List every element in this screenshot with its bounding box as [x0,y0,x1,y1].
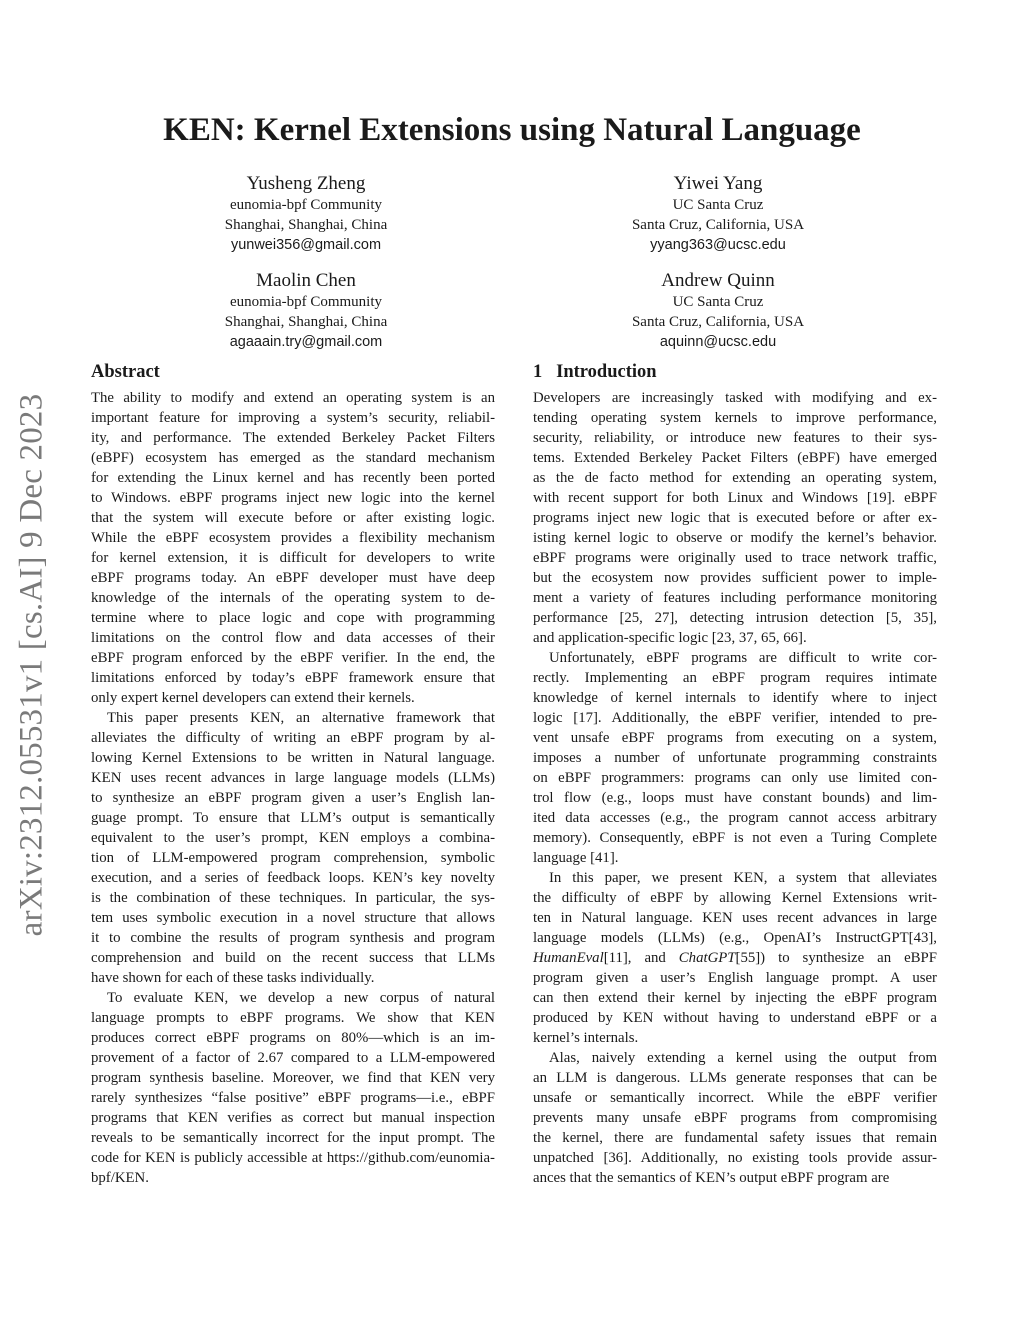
paragraph-line: language prompts to eBPF programs. We show that KEN [91,1010,495,1026]
paragraph-line: To evaluate KEN, we develop a new corpus of natural [107,990,495,1006]
paragraph-line: logic [17]. Additionally, the eBPF verifier, intended to pre- [533,710,937,726]
paragraph-line: While the eBPF ecosystem provides a flexibility mechanism [91,530,495,546]
paragraph-line: prevents many unsafe eBPF programs from compromising [533,1110,937,1126]
paragraph-line: limitations enforced by today’s eBPF framework ensure that [91,670,495,686]
author-email: agaaain.try@gmail.com [229,334,383,350]
paragraph-line: but the ecosystem now provides sufficient power to imple- [533,570,937,586]
paragraph-line: Unfortunately, eBPF programs are difficult to write cor- [549,650,937,666]
paragraph-line: knowledge of kernel internals to identify where to inject [533,690,937,706]
paragraph-line: ity, and performance. The extended Berkeley Packet Filters [91,430,495,446]
chatgpt-name: ChatGPT [678,950,736,966]
paragraph-line: termine where to place logic and cope with programming [91,610,495,626]
paragraph-line: have shown for each of these tasks individually. [91,970,375,986]
paragraph-line: for kernel extension, it is difficult for developers to write [91,550,495,566]
introduction-body [533,388,937,1188]
paragraph-line: trol flow (e.g., loops must have constant bounds) and lim- [533,790,937,806]
paragraph-line: Developers are increasingly tasked with modifying and ex- [533,390,937,406]
author-name: Yusheng Zheng [246,173,366,194]
author-email: yyang363@ucsc.edu [650,237,786,253]
paragraph-line: and application-specific logic [23, 37, 65, 66]. [533,630,807,646]
paragraph-line: programs inject new logic that is executed before or after ex- [533,510,937,526]
paragraph-line: code for KEN is publicly accessible at https://github.com/eunomia- [91,1150,495,1166]
paragraph-line: Alas, naively extending a kernel using the output from [549,1050,937,1066]
author-block [558,269,878,352]
paragraph-line: it to combine the results of program synthesis and program [91,930,495,946]
humaneval-citation: [11], and [603,950,679,966]
paragraph-line: The ability to modify and extend an operating system is an [91,390,495,406]
paragraph-line: is the combination of these techniques. In particular, the sys- [91,890,495,906]
paragraph-line: knowledge of the internals of the operating system to de- [91,590,495,606]
paragraph-line: security, reliability, or introduce new features to their sys- [533,430,937,446]
paragraph-line: tem uses symbolic execution in a novel structure that allows [91,910,495,926]
paragraph-line: language models (LLMs) (e.g., OpenAI’s InstructGPT[43], [533,930,937,946]
paragraph-line: as the de facto method for extending an operating system, [533,470,937,486]
paragraph-line: eBPF programs today. An eBPF developer must have deep [91,570,495,586]
paragraph-line: comprehension and build on the recent success that LLMs [91,950,495,966]
abstract-heading: Abstract [91,362,160,382]
paragraph-line: only expert kernel developers can extend their kernels. [91,690,415,706]
arxiv-sidebar-stamp [2,370,62,960]
author-email: aquinn@ucsc.edu [659,334,777,350]
author-name: Yiwei Yang [673,173,763,194]
paragraph-line: execution, and a series of feedback loops. KEN’s key novelty [91,870,495,886]
paragraph-line: on eBPF programmers: programs can only use limited con- [533,770,937,786]
author-block [558,172,878,255]
paragraph-line: performance [25, 27], detecting intrusion detection [5, 35], [533,610,937,626]
paragraph-line: tion of LLM-empowered program comprehension, symbolic [91,850,495,866]
paragraph-line: tems. Extended Berkeley Packet Filters (eBPF) have emerged [533,450,937,466]
paragraph-line: kernel’s internals. [533,1030,639,1046]
arxiv-identifier: arXiv:2312.05531v1 [cs.AI] 9 Dec 2023 [13,393,50,937]
author-block [146,269,466,352]
author-affiliation: eunomia-bpf Community [229,294,383,310]
paragraph-line: reveals to be semantically incorrect for the input prompt. The [91,1130,495,1146]
paragraph-line: can then extend their kernel by injecting the eBPF program [533,990,937,1006]
author-location: Shanghai, Shanghai, China [224,217,388,233]
author-location: Shanghai, Shanghai, China [224,314,388,330]
paragraph-line: rectly. Implementing an eBPF program requires intimate [533,670,937,686]
paragraph-line: an LLM is dangerous. LLMs generate responses that can be [533,1070,937,1086]
introduction-heading: 1 Introduction [533,362,657,382]
paragraph-line: ited data accesses (e.g., the program cannot access arbitrary [533,810,937,826]
author-affiliation: UC Santa Cruz [672,197,764,213]
paragraph-line: limitations on the control flow and data accesses of their [91,630,495,646]
paragraph-line: the kernel, there are fundamental safety issues that remain [533,1130,937,1146]
paragraph-line: the difficulty of eBPF by allowing Kernel Extensions writ- [533,890,937,906]
paragraph-line: ances that the semantics of KEN’s output eBPF program are [533,1170,890,1186]
author-affiliation: UC Santa Cruz [672,294,764,310]
author-email: yunwei356@gmail.com [230,237,382,253]
author-location: Santa Cruz, California, USA [631,314,805,330]
paragraph-line: rarely synthesizes “false positive” eBPF programs—i.e., eBPF [91,1090,495,1106]
author-block [146,172,466,255]
paragraph-line: with recent support for both Linux and Windows [19]. eBPF [533,490,937,506]
paragraph-line: language [41]. [533,850,619,866]
paragraph-line: vent unsafe eBPF programs from executing on a system, [533,730,937,746]
paragraph-line: guage prompt. To ensure that LLM’s output is semantically [91,810,495,826]
paragraph-line: unsafe or semantically incorrect. While the eBPF verifier [533,1090,937,1106]
paragraph-line: to synthesize an eBPF program given a user’s English lan- [91,790,495,806]
author-name: Maolin Chen [256,270,356,291]
paragraph-line: In this paper, we present KEN, a system that alleviates [549,870,937,886]
paragraph-line: to Windows. eBPF programs inject new logic into the kernel [91,490,495,506]
paragraph-line: KEN uses recent advances in large language models (LLMs) [91,770,495,786]
author-affiliation: eunomia-bpf Community [229,197,383,213]
paragraph-line: provement of a factor of 2.67 compared to a LLM-empowered [91,1050,495,1066]
paragraph-line: program given a user’s English language prompt. A user [533,970,937,986]
paragraph-line: imposes a number of unfortunate programming constraints [533,750,937,766]
paragraph-line: tending operating system kernels to improve performance, [533,410,937,426]
paragraph-line: bpf/KEN. [91,1170,149,1186]
paragraph-line: eBPF programs were originally used to trace network traffic, [533,550,937,566]
paragraph-line: important feature for improving a system’s security, reliabil- [91,410,495,426]
paragraph-line: equivalent to the user’s prompt, KEN employs a combina- [91,830,495,846]
paper-title: KEN: Kernel Extensions using Natural Language [163,112,861,148]
abstract-body [91,388,495,1188]
author-name: Andrew Quinn [661,270,775,291]
paragraph-line: produced by KEN without having to understand eBPF or a [533,1010,937,1026]
paragraph-line: programs that KEN verifies as correct but manual inspection [91,1110,495,1126]
paragraph-line: program synthesis baseline. Moreover, we find that KEN very [91,1070,495,1086]
paragraph-line: ten in Natural language. KEN uses recent advances in large [533,910,937,926]
paragraph-line: eBPF program enforced by the eBPF verifier. In the end, the [91,650,495,666]
paragraph-line: alleviates the difficulty of writing an eBPF program by al- [91,730,495,746]
paragraph-line: unpatched [36]. Additionally, no existing tools provide assur- [533,1150,937,1166]
humaneval-name: HumanEval [533,950,604,966]
paragraph-line: isting kernel logic to observe or modify the kernel’s behavior. [533,530,937,546]
author-location: Santa Cruz, California, USA [631,217,805,233]
paragraph-line: produces correct eBPF programs on 80%—which is an im- [91,1030,495,1046]
paragraph-line: for extending the Linux kernel and has recently been ported [91,470,495,486]
paragraph-line: (eBPF) ecosystem has emerged as the standard mechanism [91,450,495,466]
paragraph-line: that the system will execute before or after existing logic. [91,510,495,526]
paragraph-line: lowing Kernel Extensions to be written in Natural language. [91,750,495,766]
paragraph-line: This paper presents KEN, an alternative framework that [107,710,495,726]
paragraph-line: ment a variety of features including performance monitoring [533,590,937,606]
paragraph-line: memory). Consequently, eBPF is not even a Turing Complete [533,830,937,846]
chatgpt-citation: [55]) to synthesize an eBPF [735,950,937,966]
paragraph-line [533,948,937,968]
